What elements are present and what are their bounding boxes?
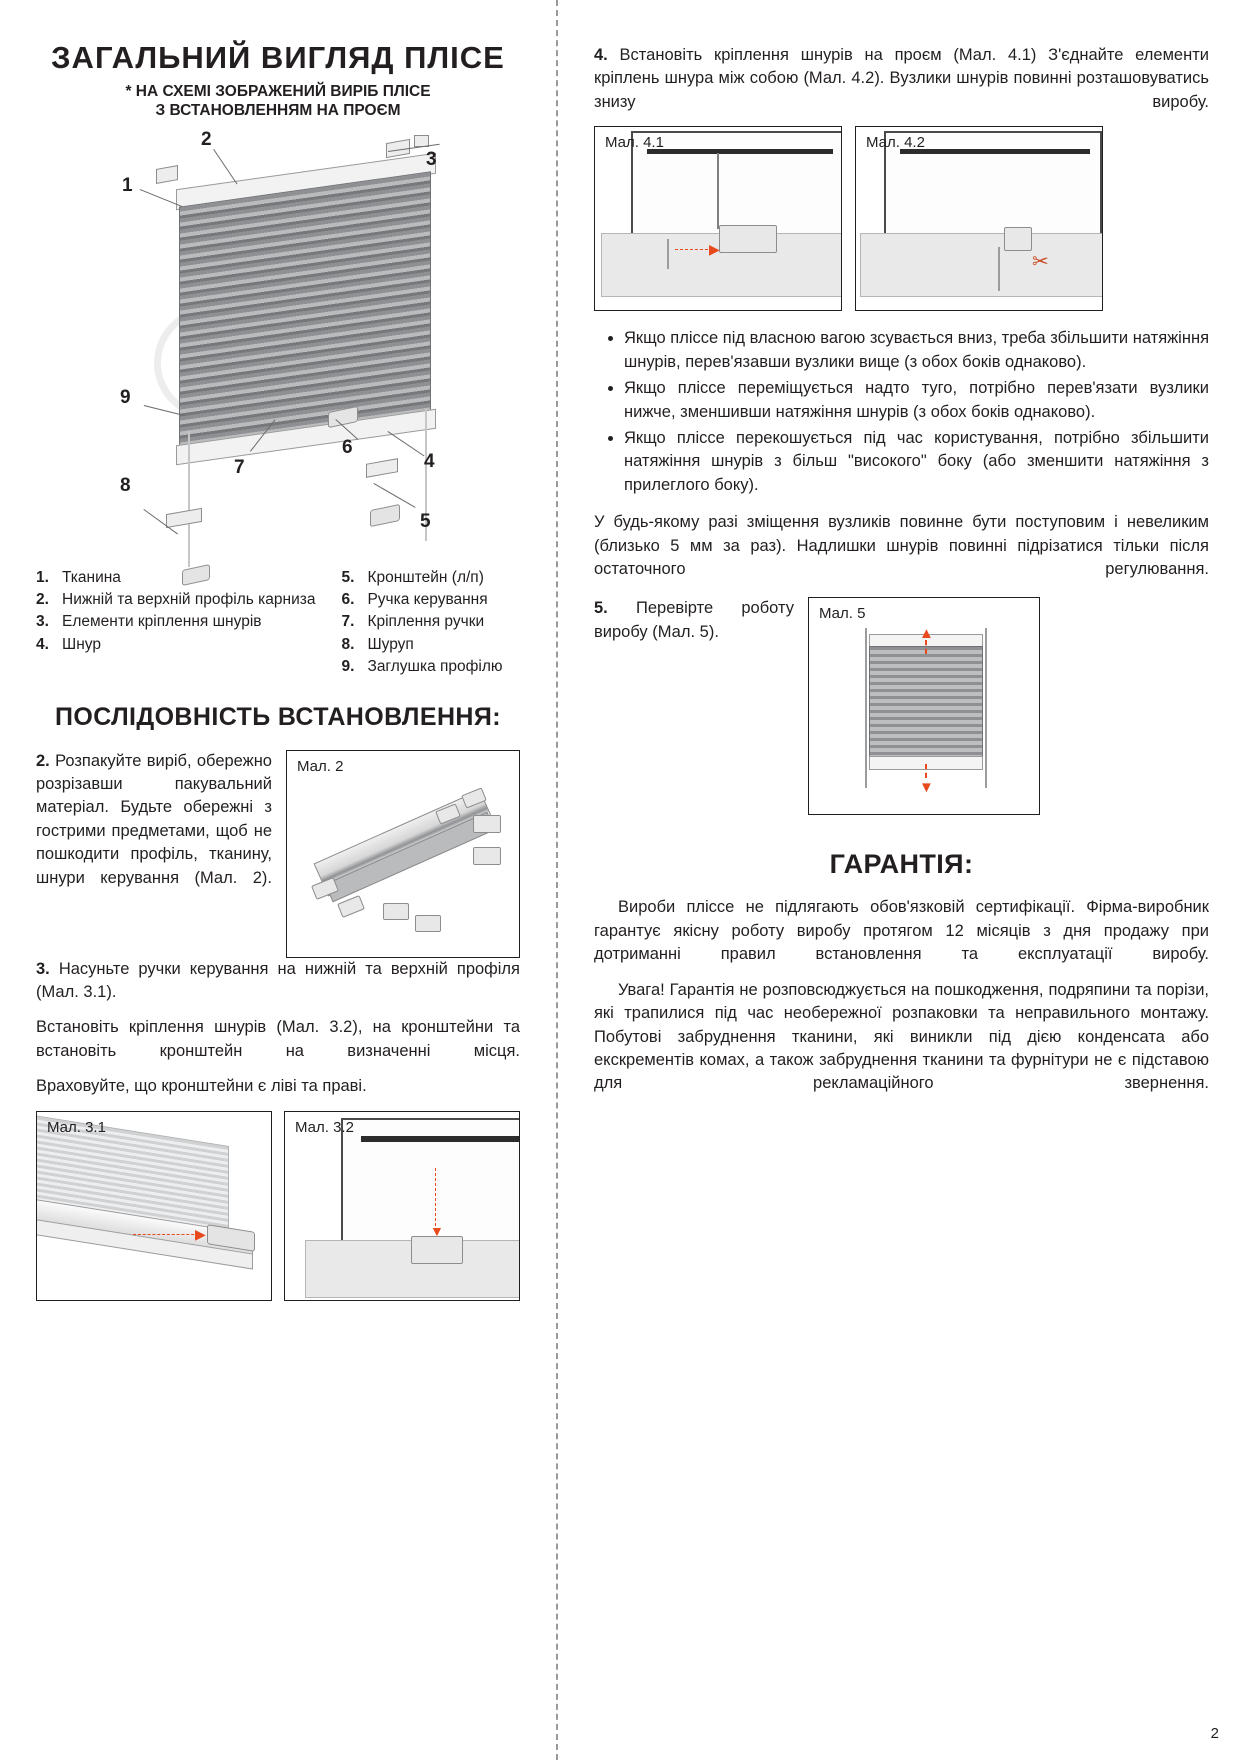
right-column xyxy=(556,0,1245,1760)
list-item: • Якщо пліссе перекошується під час користування, потрібно збільшити натяжіння шнурів з більш "високого" боку (або зменшити натяжіння з прилеглого боку). xyxy=(624,427,1209,497)
figure-2-caption: Мал. 2 xyxy=(297,757,344,775)
warranty-paragraph-1: Вироби пліссе не підлягають обов'язковій сертифікації. Фірма-виробник гарантує якісну роботу виробу протягом 12 місяців з дня продажу при дотриманні правил встановлення та експлуатації виробу. xyxy=(594,898,1209,964)
step-5-body: Перевірте роботу виробу (Мал. 5). xyxy=(594,599,794,641)
figure-5-caption: Мал. 5 xyxy=(819,605,866,623)
figure-4-pair xyxy=(594,126,1209,311)
figure-2 xyxy=(286,750,520,958)
cord-hanging xyxy=(998,247,1000,291)
figure-4-1 xyxy=(594,126,842,311)
cord-loose-end xyxy=(667,239,669,269)
list-item: • Якщо пліссе під власною вагою зсувається вниз, треба збільшити натяжіння шнурів, перев'язавши вузлики вище (з обох боків однаково). xyxy=(624,327,1209,374)
bracket-part-3 xyxy=(383,903,409,920)
bracket-bottom-right xyxy=(366,458,398,478)
legend-number: 6. xyxy=(341,591,355,609)
scissors-icon: ✂ xyxy=(1032,251,1049,274)
legend-text: Тканина xyxy=(62,568,121,586)
subtitle-line-1: * НА СХЕМІ ЗОБРАЖЕНИЙ ВИРІБ ПЛІСЕ xyxy=(125,82,431,100)
legend-number: 5. xyxy=(341,568,355,586)
step-2-row xyxy=(36,750,520,958)
legend-text: Кронштейн (л/п) xyxy=(367,568,484,586)
legend-text: Шнур xyxy=(62,635,101,653)
list-item xyxy=(36,634,315,655)
window-glazing-edge xyxy=(900,149,1090,154)
step-5-number: 5. xyxy=(594,599,608,618)
diagram-label-3: 3 xyxy=(426,148,437,170)
figure-3-pair xyxy=(36,1111,520,1301)
arrow-right-icon: ▶ xyxy=(709,241,720,258)
figure-3-2-caption: Мал. 3.2 xyxy=(295,1118,354,1136)
figure-5 xyxy=(808,597,1040,815)
list-item xyxy=(341,567,502,588)
cord-right xyxy=(985,628,987,788)
page-center-divider xyxy=(556,0,558,1760)
step-4-number: 4. xyxy=(594,46,608,64)
step-2-text-block xyxy=(36,750,272,903)
legend-text: Кріплення ручки xyxy=(367,613,485,631)
cord-line xyxy=(717,153,719,229)
step-5-paragraph xyxy=(594,597,794,644)
handle-bottom-right xyxy=(370,504,400,527)
list-item xyxy=(36,589,315,610)
diagram-label-6: 6 xyxy=(342,436,353,458)
step-2-number: 2. xyxy=(36,751,50,770)
figure-3-2 xyxy=(284,1111,520,1301)
arrow-down-icon: ▼ xyxy=(430,1222,444,1239)
adjustment-bullet-list xyxy=(594,327,1209,497)
diagram-label-2: 2 xyxy=(201,128,212,150)
assembly-direction-line xyxy=(675,249,713,250)
legend-number: 8. xyxy=(341,635,355,653)
leader-2 xyxy=(213,149,237,184)
page-subtitle xyxy=(36,82,520,121)
legend-text: Нижній та верхній профіль карниза xyxy=(62,591,316,609)
bracket-part-4 xyxy=(415,915,441,932)
legend-text: Заглушка профілю xyxy=(367,658,503,676)
legend-text: Шуруп xyxy=(367,635,414,653)
pleated-blind-diagram xyxy=(36,128,520,561)
cord-left xyxy=(188,431,190,567)
legend-number: 2. xyxy=(36,591,49,609)
diagram-label-1: 1 xyxy=(122,174,133,196)
cord-fitting-bracket xyxy=(411,1236,463,1264)
list-item xyxy=(36,611,315,632)
bracket-part-2 xyxy=(473,847,501,865)
page-number: 2 xyxy=(1210,1725,1219,1742)
warranty-heading: ГАРАНТІЯ: xyxy=(829,849,974,880)
cord-fitting-mounted xyxy=(1004,227,1032,251)
legend-text: Елементи кріплення шнурів xyxy=(62,613,262,631)
list-item xyxy=(341,634,502,655)
list-item xyxy=(341,589,502,610)
legend-text: Ручка керування xyxy=(367,591,488,609)
arrow-down-icon: ▼ xyxy=(919,779,934,797)
pleated-fabric xyxy=(179,171,431,448)
legend xyxy=(36,567,520,679)
figure-4-2 xyxy=(855,126,1103,311)
legend-column-left xyxy=(36,567,315,679)
window-sill xyxy=(860,233,1103,297)
legend-number: 3. xyxy=(36,613,49,631)
legend-column-right xyxy=(341,567,502,679)
list-item xyxy=(36,567,315,588)
subtitle-line-2: З ВСТАНОВЛЕННЯМ НА ПРОЄМ xyxy=(155,102,401,120)
step-4-paragraph xyxy=(594,44,1209,114)
cord-fitting-mounted xyxy=(719,225,777,253)
motion-line-up xyxy=(925,640,927,654)
installation-sequence-heading: ПОСЛІДОВНІСТЬ ВСТАНОВЛЕННЯ: xyxy=(55,702,501,731)
step-4-body: Встановіть кріплення шнурів на проєм (Мал. 4.1) З'єднайте елементи кріплень шнура між собою (Мал. 4.2). Вузлики шнурів повинні розташовуватись знизу виробу. xyxy=(594,46,1209,111)
step-5-text-block xyxy=(594,597,794,656)
diagram-label-9: 9 xyxy=(120,386,131,408)
motion-line-down xyxy=(925,764,927,778)
page-title: ЗАГАЛЬНИЙ ВИГЛЯД ПЛІСЕ xyxy=(51,40,505,75)
step-3-paragraph-2: Встановіть кріплення шнурів (Мал. 3.2), на кронштейни та встановіть кронштейн на визначенні місця. xyxy=(36,1018,520,1060)
bracket-bottom-left xyxy=(166,508,202,528)
legend-number: 9. xyxy=(341,658,355,676)
figure-4-2-caption: Мал. 4.2 xyxy=(866,134,925,152)
figure-4-1-caption: Мал. 4.1 xyxy=(605,134,664,152)
step-2-body: Розпакуйте виріб, обережно розрізавши пакувальний матеріал. Будьте обережні з гострими предметами, щоб не пошкодити профіль, тканину, шнури керування (Мал. 2). xyxy=(36,751,272,887)
diagram-label-4: 4 xyxy=(424,450,435,472)
diagram-label-7: 7 xyxy=(234,456,245,478)
step-5-row xyxy=(594,597,1209,815)
step-3-paragraph-1 xyxy=(36,958,520,1005)
list-item xyxy=(341,656,502,677)
arrow-up-icon: ▲ xyxy=(919,625,934,643)
arrow-right-icon: ▶ xyxy=(195,1225,206,1242)
list-item: • Якщо пліссе переміщується надто туго, потрібно перев'язати вузлики нижче, зменшивши натяжіння шнурів (з обох боків однаково). xyxy=(624,377,1209,424)
window-glazing-edge xyxy=(361,1136,520,1142)
step-3-body-1: Насуньте ручки керування на нижній та верхній профіля (Мал. 3.1). xyxy=(36,959,520,1001)
warranty-paragraph-2: Увага! Гарантія не розповсюджується на пошкодження, подряпини та порізи, які трапилися під час необережної розпаковки та неправильного монтажу. Побутові забруднення тканини, які виникли під дією конденсата або екскрементів комах, а також забруднення тканини та фурнітури не є підставою для рекламаційного звернення. xyxy=(594,980,1209,1093)
step-3-paragraph-3: Враховуйте, що кронштейни є ліві та праві. xyxy=(36,1077,367,1096)
mount-direction-line xyxy=(435,1168,436,1226)
list-item xyxy=(341,611,502,632)
legend-number: 7. xyxy=(341,613,355,631)
diagram-label-5: 5 xyxy=(420,510,431,532)
handle-insert-direction xyxy=(133,1234,199,1235)
legend-number: 1. xyxy=(36,568,49,586)
legend-number: 4. xyxy=(36,635,49,653)
leader-4 xyxy=(387,431,424,456)
figure-3-1 xyxy=(36,1111,272,1301)
step-2-paragraph xyxy=(36,750,272,891)
bracket-part-1 xyxy=(473,815,501,833)
adjustment-note: У будь-якому разі зміщення вузликів повинне бути поступовим і невеликим (близько 5 мм за раз). Надлишки шнурів повинні підрізатися тільки після остаточного регулювання. xyxy=(594,513,1209,579)
pleated-fabric xyxy=(869,646,983,758)
bracket-top-left xyxy=(156,165,178,184)
window-glazing-edge xyxy=(647,149,833,154)
step-3-number: 3. xyxy=(36,959,50,978)
left-column xyxy=(0,0,556,1760)
diagram-label-8: 8 xyxy=(120,474,131,496)
cord-left xyxy=(865,628,867,788)
figure-3-1-caption: Мал. 3.1 xyxy=(47,1118,106,1136)
